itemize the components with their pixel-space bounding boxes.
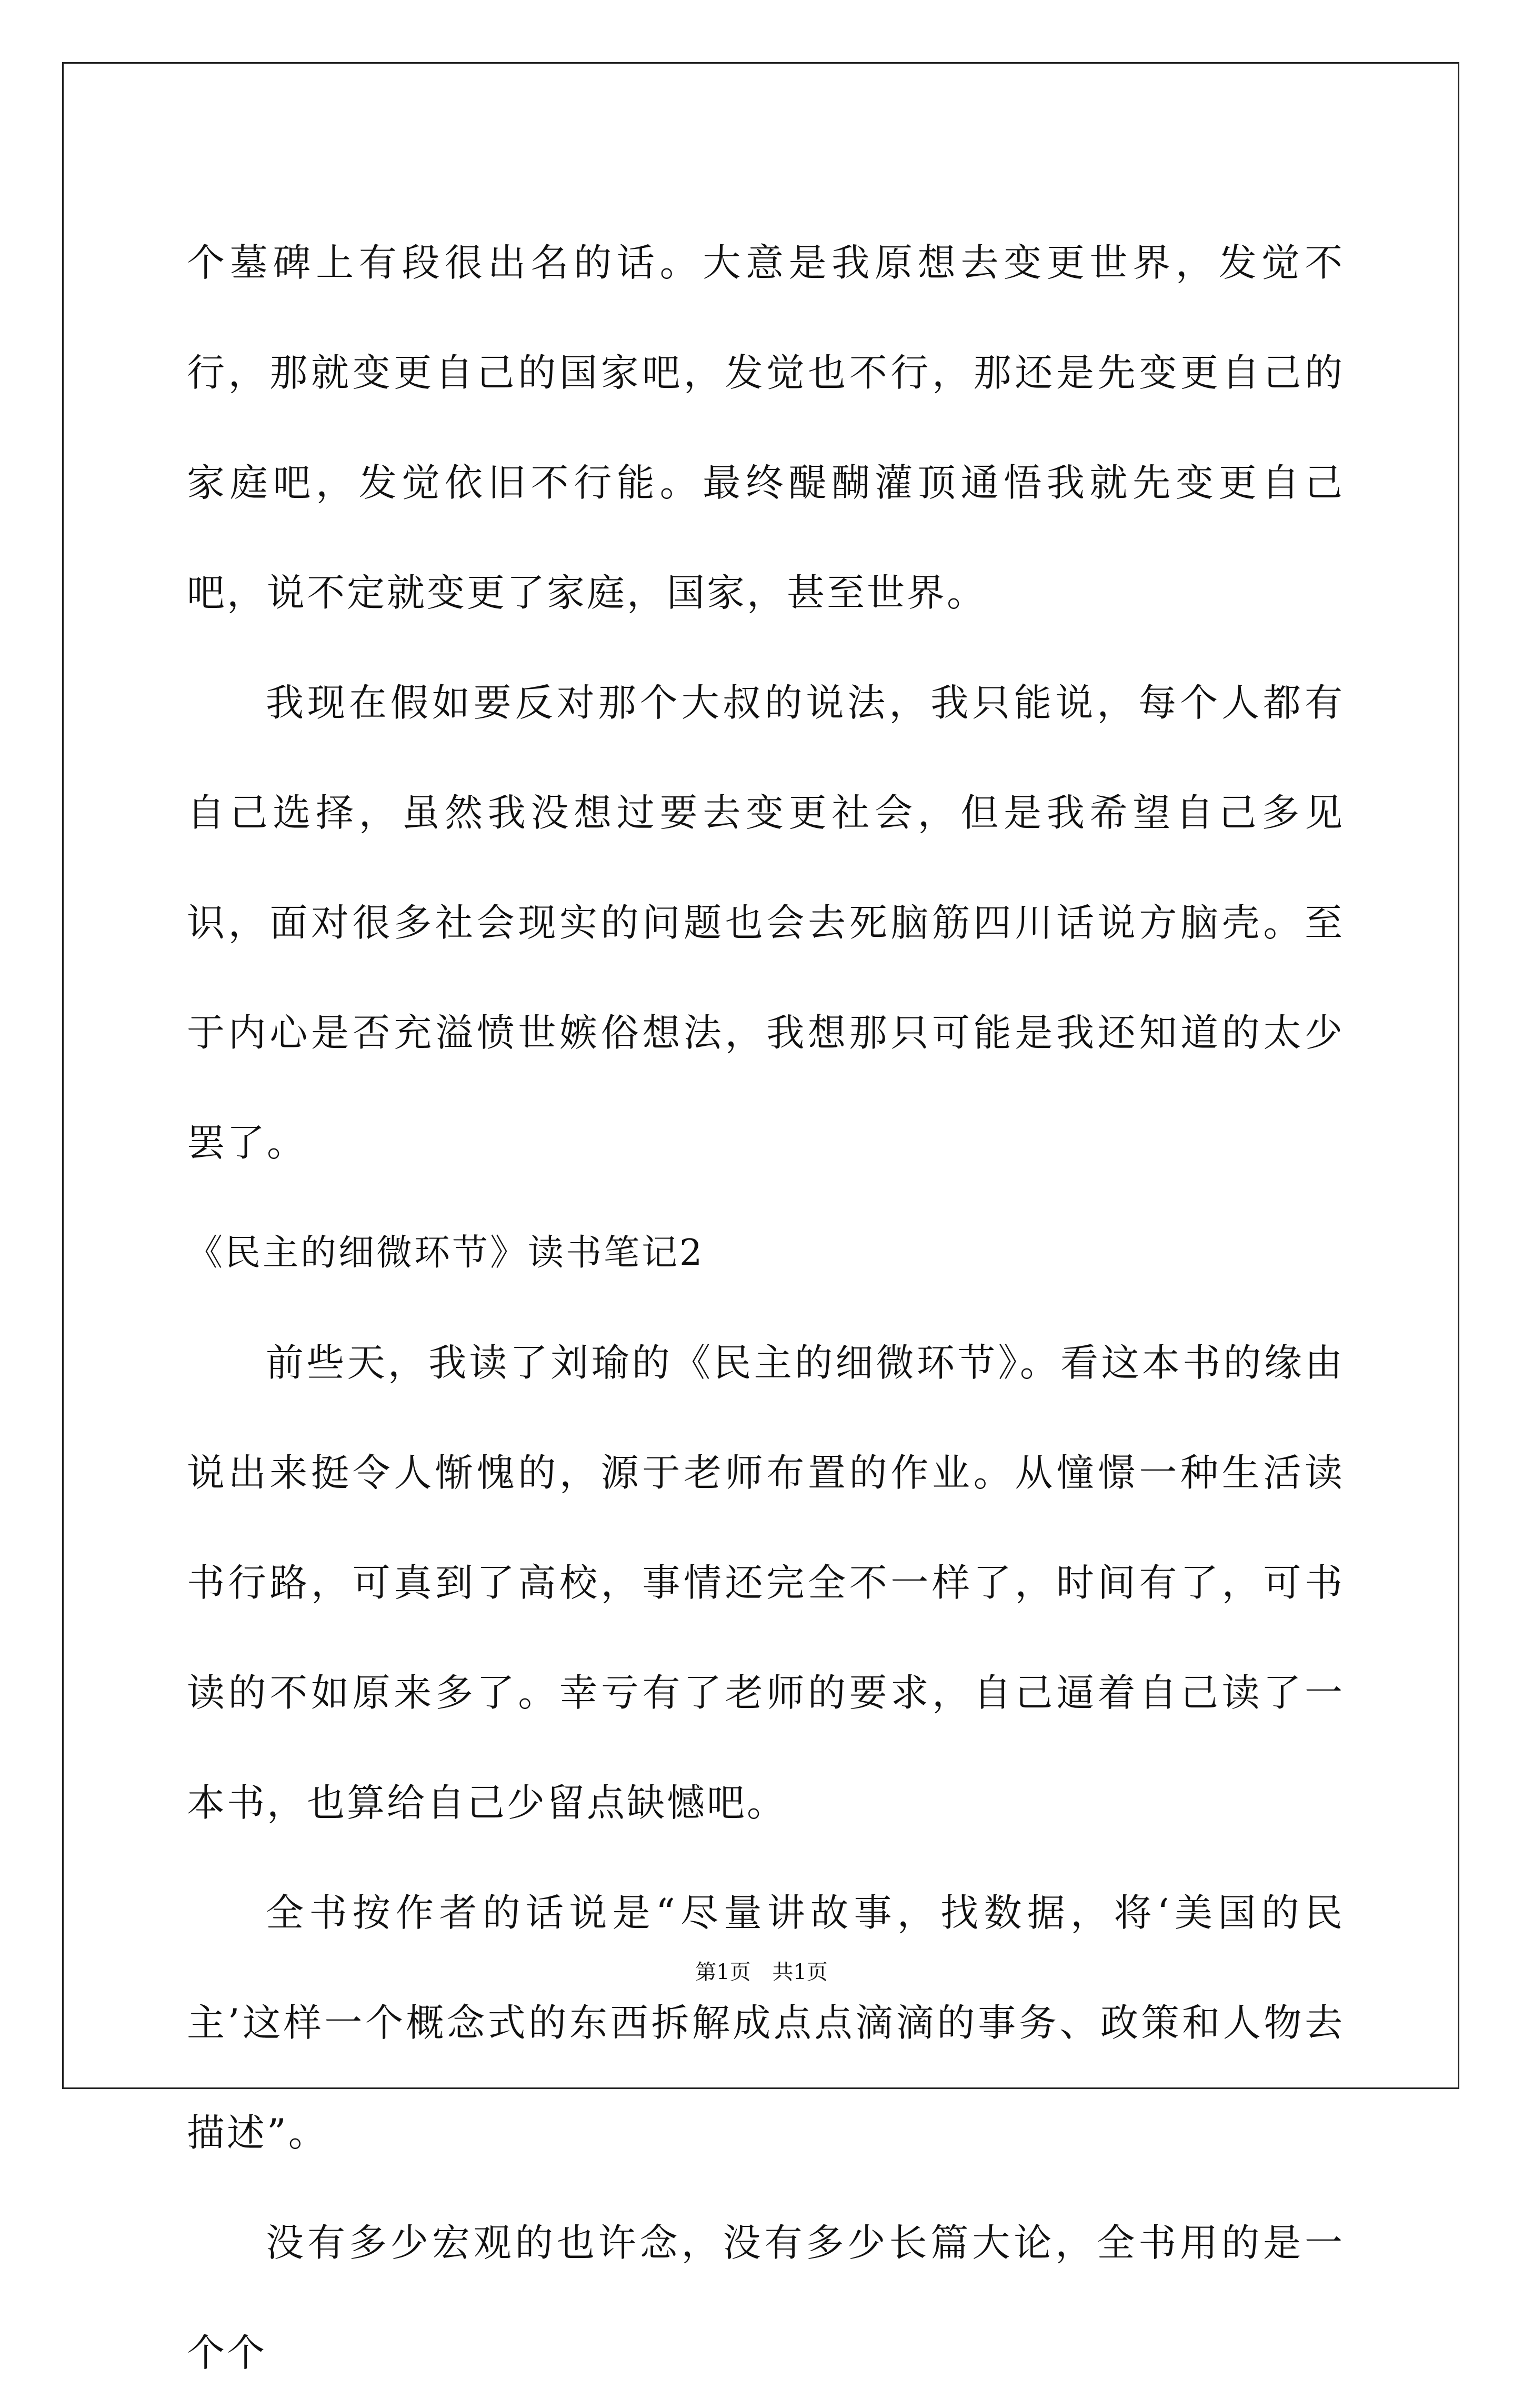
page-total: 共1页	[772, 1960, 828, 1984]
page-number: 第1页	[695, 1960, 751, 1984]
paragraph-4: 全书按作者的话说是“尽量讲故事，找数据，将‘美国的民主’这样一个概念式的东西拆解成点点滴滴的事务、政策和人物去描述”。	[187, 1891, 1345, 2155]
paragraph-3: 前些天，我读了刘瑜的《民主的细微环节》。看这本书的缘由说出来挺令人惭愧的，源于老师布置的作业。从憧憬一种生活读书行路，可真到了高校，事情还完全不一样了，时间有了，可书读的不如原来多了。幸亏有了老师的要求，自己逼着自己读了一本书，也算给自己少留点缺憾吧。	[187, 1341, 1345, 1825]
paragraph-5: 没有多少宏观的也许念，没有多少长篇大论，全书用的是一个个	[187, 2221, 1345, 2375]
paragraph-1: 个墓碑上有段很出名的话。大意是我原想去变更世界，发觉不行，那就变更自己的国家吧，发觉也不行，那还是先变更自己的家庭吧，发觉依旧不行能。最终醍醐灌顶通悟我就先变更自己吧，说不定就变更了家庭，国家，甚至世界。	[187, 241, 1345, 615]
document-body	[187, 208, 1345, 2408]
section-heading: 《民主的细微环节》读书笔记2	[187, 1232, 705, 1274]
paragraph-2: 我现在假如要反对那个大叔的说法，我只能说，每个人都有自己选择，虽然我没想过要去变更社会，但是我希望自己多见识，面对很多社会现实的问题也会去死脑筋四川话说方脑壳。至于内心是否充溢愤世嫉俗想法，我想那只可能是我还知道的太少罢了。	[187, 681, 1345, 1165]
page-footer	[0, 1956, 1523, 1988]
